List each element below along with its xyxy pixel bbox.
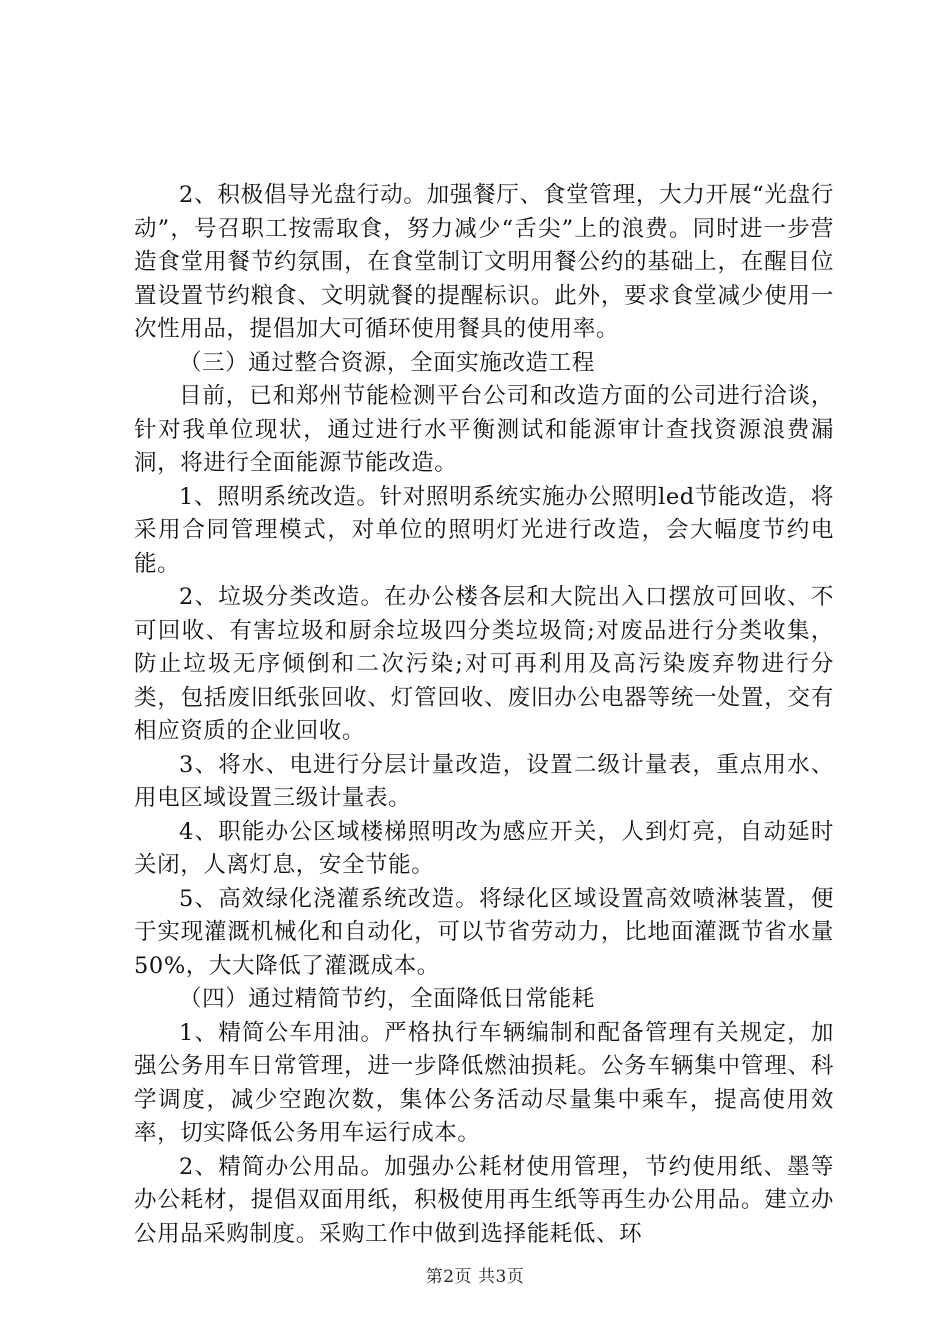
section-heading-4: （四）通过精简节约，全面降低日常能耗 <box>179 986 595 1012</box>
paragraph-negotiation: 目前，已和郑州节能检测平台公司和改造方面的公司进行洽谈，针对我单位现状，通过进行水平衡测试和能源审计查找资源浪费漏洞，将进行全面能源节能改造。 <box>134 383 834 476</box>
document-body <box>134 179 834 1251</box>
paragraph-stair-lighting: 4、职能办公区域楼梯照明改为感应开关，人到灯亮，自动延时关闭，人离灯息，安全节能。 <box>134 818 834 878</box>
paragraph-lighting-retrofit: 1、照明系统改造。针对照明系统实施办公照明led节能改造，将采用合同管理模式，对单位的照明灯光进行改造，会大幅度节约电能。 <box>134 483 834 577</box>
paragraph-vehicle-fuel: 1、精简公车用油。严格执行车辆编制和配备管理有关规定，加强公务用车日常管理，进一步降低燃油损耗。公务车辆集中管理、科学调度，减少空跑次数，集体公务活动尽量集中乘车，提高使用效率，切实降低公务用车运行成本。 <box>134 1019 834 1146</box>
paragraph-metering: 3、将水、电进行分层计量改造，设置二级计量表，重点用水、用电区域设置三级计量表。 <box>134 751 834 811</box>
paragraph-irrigation: 5、高效绿化浇灌系统改造。将绿化区域设置高效喷淋装置，便于实现灌溉机械化和自动化，可以节省劳动力，比地面灌溉节省水量50%，大大降低了灌溉成本。 <box>134 885 834 979</box>
section-heading-3: （三）通过整合资源，全面实施改造工程 <box>179 349 595 376</box>
paragraph-office-supplies: 2、精简办公用品。加强办公耗材使用管理，节约使用纸、墨等办公耗材，提倡双面用纸，积极使用再生纸等再生办公用品。建立办公用品采购制度。采购工作中做到选择能耗低、环 <box>134 1153 834 1247</box>
page-footer: 第2页 共3页 <box>425 1267 525 1287</box>
paragraph-clean-plate-campaign: 2、积极倡导光盘行动。加强餐厅、食堂管理，大力开展“光盘行动”，号召职工按需取食，努力减少“舌尖”上的浪费。同时进一步营造食堂用餐节约氛围，在食堂制订文明用餐公约的基础上，在醒目位置设置节约粮食、文明就餐的提醒标识。此外，要求食堂减少使用一次性用品，提倡加大可循环使用餐具的使用率。 <box>134 182 834 342</box>
paragraph-waste-sorting: 2、垃圾分类改造。在办公楼各层和大院出入口摆放可回收、不可回收、有害垃圾和厨余垃圾四分类垃圾筒;对废品进行分类收集，防止垃圾无序倾倒和二次污染;对可再利用及高污染废弃物进行分类，包括废旧纸张回收、灯管回收、废旧办公电器等统一处置，交有相应资质的企业回收。 <box>134 584 834 744</box>
